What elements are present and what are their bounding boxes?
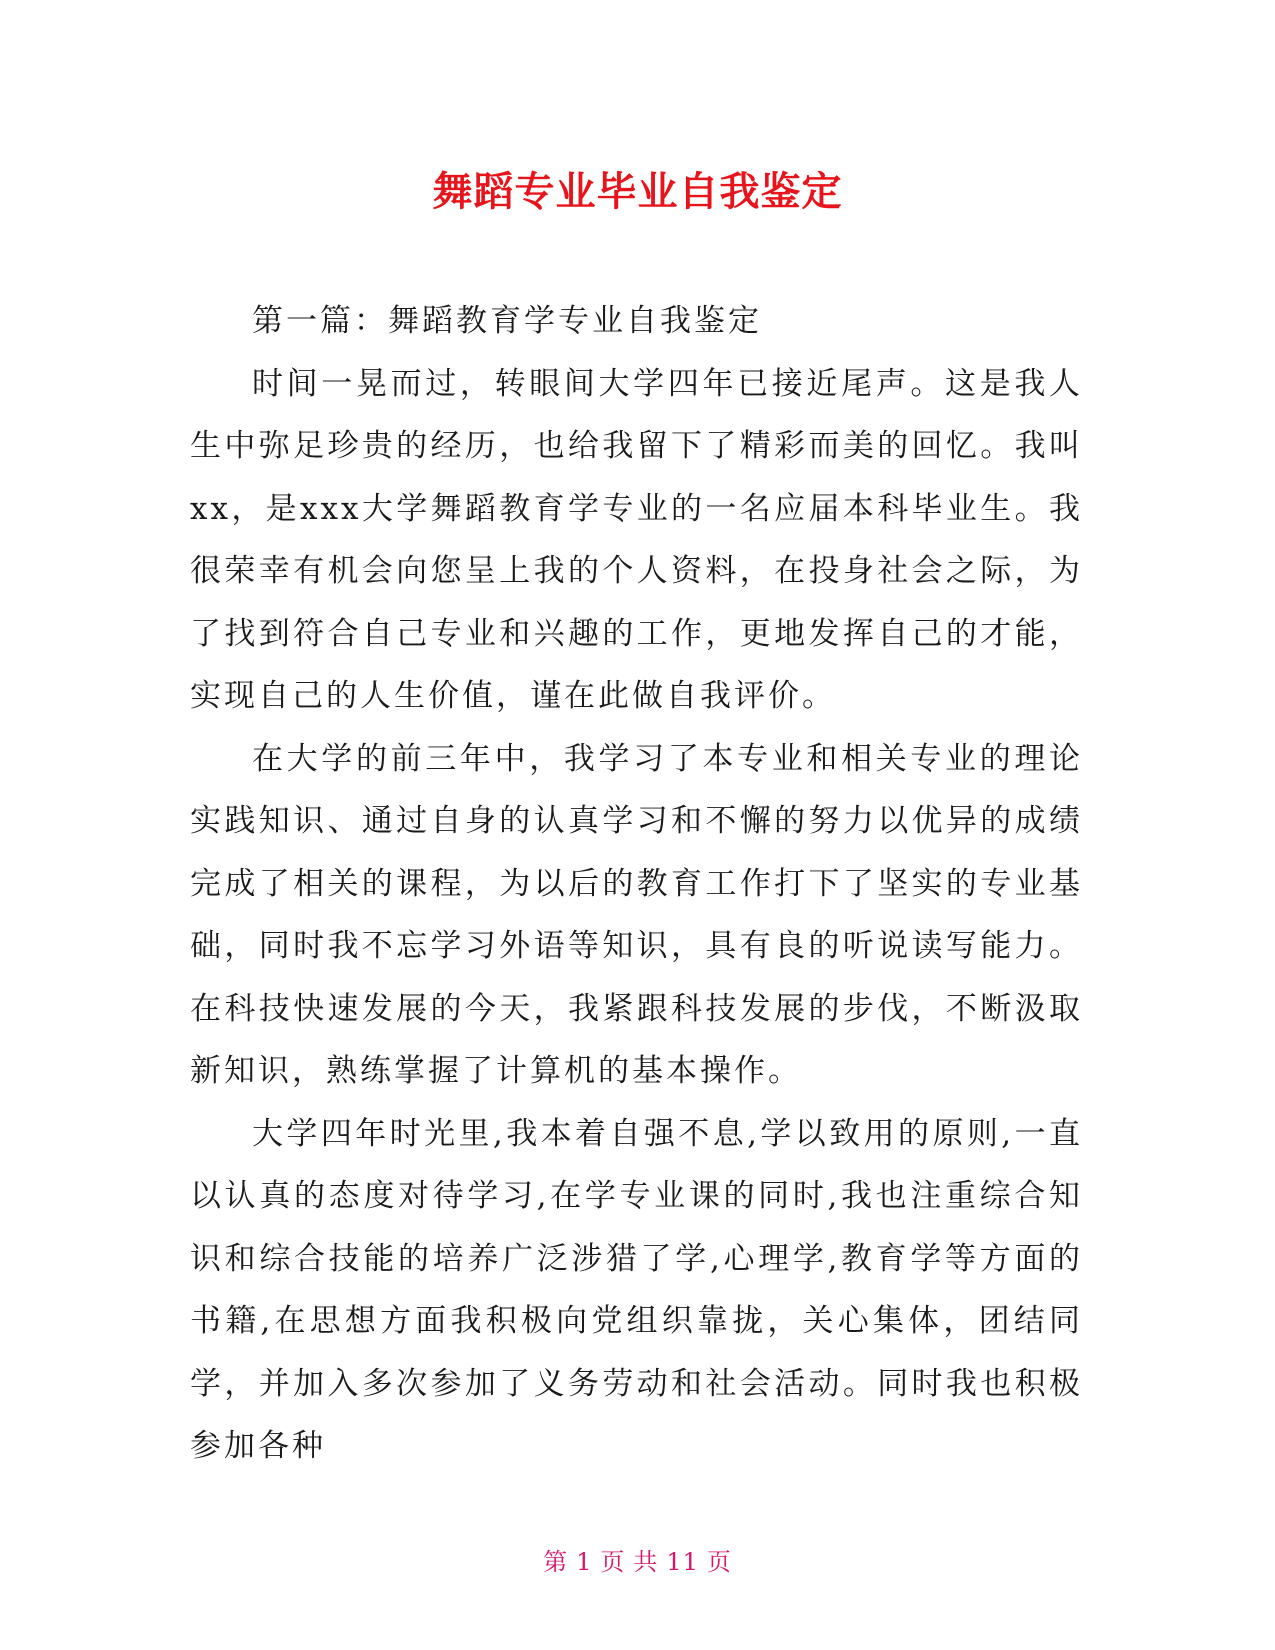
paragraph-growth: 大学四年时光里,我本着自强不息,学以致用的原则,一直以认真的态度对待学习,在学专业课的同时,我也注重综合知识和综合技能的培养广泛涉猎了学,心理学,教育学等方面的书籍,在思想方面我积极向党组织靠拢，关心集体，团结同学，并加入多次参加了义务劳动和社会活动。同时我也积极参加各种 bbox=[190, 1115, 1083, 1464]
page-footer bbox=[0, 1542, 1275, 1577]
section-heading: 第一篇：舞蹈教育学专业自我鉴定 bbox=[252, 303, 762, 339]
footer-total-pages: 11 bbox=[666, 1548, 699, 1576]
footer-page-label: 第 bbox=[543, 1548, 569, 1576]
footer-page-number: 1 bbox=[576, 1548, 593, 1576]
footer-total-unit: 页 bbox=[706, 1548, 732, 1576]
footer-page-unit: 页 bbox=[600, 1548, 626, 1576]
paragraph-intro: 时间一晃而过，转眼间大学四年已接近尾声。这是我人生中弥足珍贵的经历，也给我留下了精彩而美的回忆。我叫xx，是xxx大学舞蹈教育学专业的一名应届本科毕业生。我很荣幸有机会向您呈上我的个人资料，在投身社会之际，为了找到符合自己专业和兴趣的工作，更地发挥自己的才能，实现自己的人生价值，谨在此做自我评价。 bbox=[190, 365, 1083, 714]
footer-total-label: 共 bbox=[633, 1548, 659, 1576]
document-body bbox=[190, 290, 1083, 1478]
document-title: 舞蹈专业毕业自我鉴定 bbox=[432, 169, 843, 215]
paragraph-study: 在大学的前三年中，我学习了本专业和相关专业的理论实践知识、通过自身的认真学习和不懈的努力以优异的成绩完成了相关的课程，为以后的教育工作打下了坚实的专业基础，同时我不忘学习外语等知识，具有良的听说读写能力。在科技快速发展的今天，我紧跟科技发展的步伐，不断汲取新知识，熟练掌握了计算机的基本操作。 bbox=[190, 740, 1083, 1089]
